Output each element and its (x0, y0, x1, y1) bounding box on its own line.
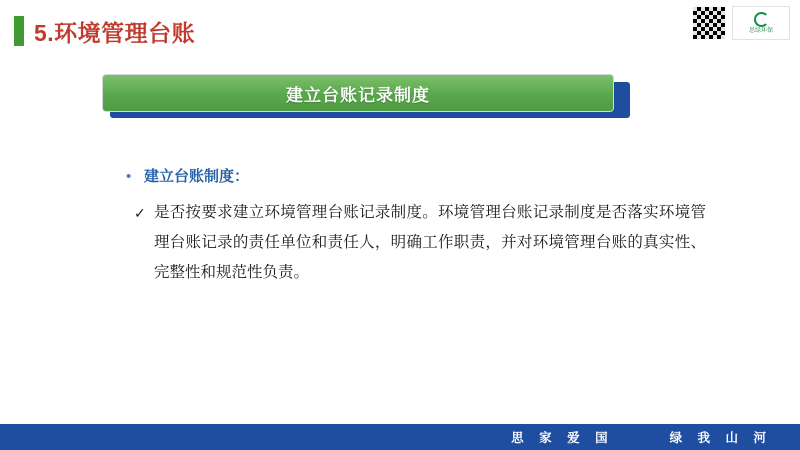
list-item-level1 (126, 166, 726, 188)
title-accent-bar (14, 16, 24, 46)
list-item-level1-label: 建立台账制度： (144, 168, 250, 185)
banner-title: 建立台账记录制度 (286, 85, 430, 105)
footer-text-group (511, 428, 800, 446)
list-item-level2-label: 是否按要求建立环境管理台账记录制度。环境管理台账记录制度是否落实环境管理台账记录的责任单位和责任人，明确工作职责，并对环境管理台账的真实性、完整性和规范性负责。 (154, 204, 706, 281)
brand-logo-label: 思绿环保 (748, 28, 773, 34)
brand-logo (732, 6, 790, 40)
slide-title-row (0, 14, 195, 48)
page-title: 5.环境管理台账 (34, 19, 196, 46)
section-banner (102, 74, 630, 118)
brand-circle-icon (754, 12, 769, 27)
slide-footer (0, 424, 800, 450)
logo-area (692, 6, 790, 40)
check-mark-icon: ✓ (134, 205, 146, 221)
qr-code-icon (692, 6, 726, 40)
footer-left-text: 思 家 爱 国 (511, 431, 614, 445)
list-item-level2 (126, 198, 726, 288)
footer-right-text: 绿 我 山 河 (669, 431, 772, 445)
bullet-dot-icon: • (126, 168, 132, 185)
banner-plate (102, 74, 614, 112)
content-body (126, 166, 726, 288)
